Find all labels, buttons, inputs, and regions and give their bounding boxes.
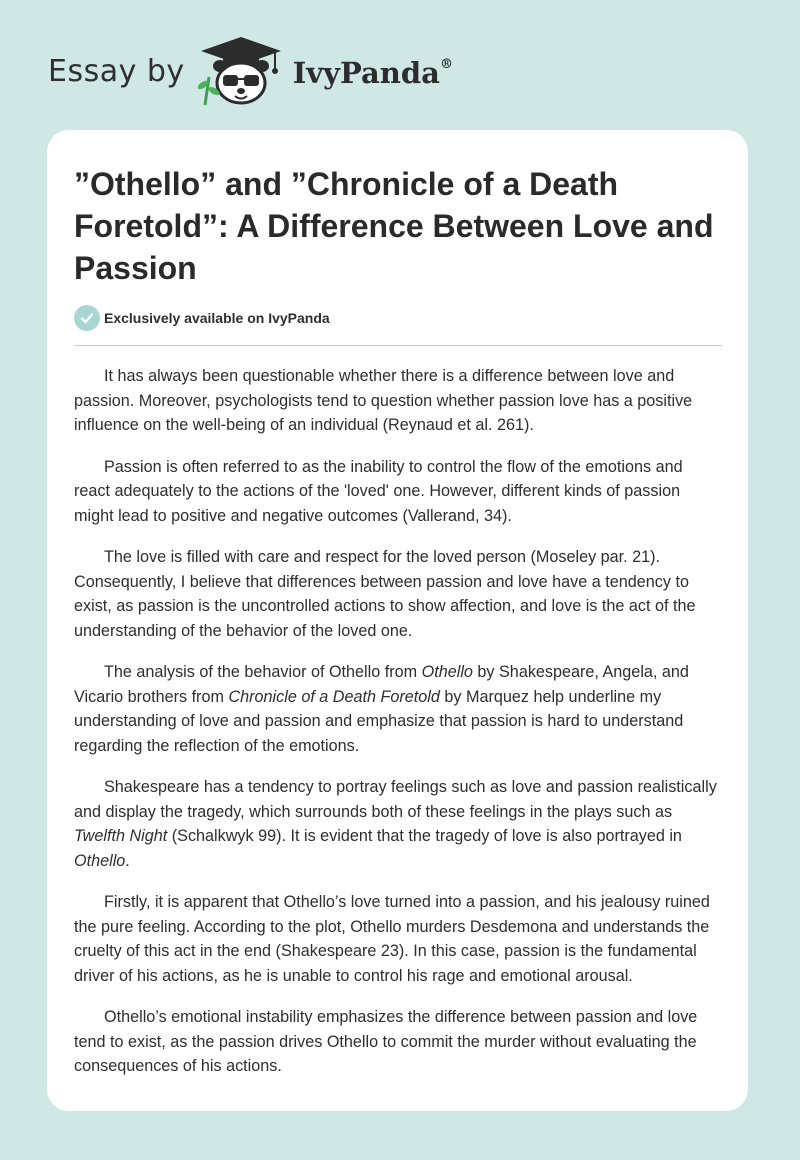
italic-title-text: Othello <box>74 851 126 870</box>
site-header <box>48 36 453 106</box>
exclusive-label: Exclusively available on IvyPanda <box>104 310 330 326</box>
italic-title-text: Othello <box>421 663 473 681</box>
essay-paragraph <box>74 455 722 529</box>
paragraph-text: (Schalkwyk 99). It is evident that the tragedy of love is also portrayed in <box>167 827 682 845</box>
essay-body <box>74 364 722 1096</box>
essay-paragraph <box>74 545 722 643</box>
panda-graduate-logo-icon[interactable] <box>195 35 287 107</box>
brand-label: IvyPanda <box>292 56 440 90</box>
paragraph-text: . <box>125 851 130 870</box>
paragraph-text: The analysis of the behavior of Othello from <box>104 663 422 681</box>
paragraph-text: The love is filled with care and respect for the loved person (Moseley par. 21). Consequently, I believe that differences between passion and love have a tendency to exist, as passion is the uncontrolled actions to show affection, and love is the act of the understanding of the behavior of the loved one. <box>74 548 696 640</box>
paragraph-text: Shakespeare has a tendency to portray feelings such as love and passion realistically and display the tragedy, which surrounds both of these feelings in the plays such as <box>74 778 717 821</box>
divider <box>74 345 722 346</box>
essay-paragraph <box>74 364 722 438</box>
paragraph-text: Firstly, it is apparent that Othello’s love turned into a passion, and his jealousy ruined the pure feeling. According to the plot, Othello murders Desdemona and understands the cruelty of this act in the end (Shakespeare 23). In this case, passion is the fundamental driver of his actions, as he is unable to control his rage and emotional arousal. <box>74 893 710 985</box>
essay-paragraph <box>74 775 722 873</box>
paragraph-text: It has always been questionable whether there is a difference between love and passion. Moreover, psychologists tend to question whether passion love has a positive influence on the well-being of an individual (Reynaud et al. 261). <box>74 367 693 434</box>
essay-paragraph <box>74 890 722 988</box>
paragraph-text: Othello’s emotional instability emphasizes the difference between passion and love tend to exist, as the passion drives Othello to commit the murder without evaluating the consequences of his actions. <box>74 1008 698 1075</box>
paragraph-text: Passion is often referred to as the inability to control the flow of the emotions and react adequately to the actions of the 'loved' one. However, different kinds of passion might lead to positive and negative outcomes (Vallerand, 34). <box>74 457 683 525</box>
check-circle-icon <box>74 305 100 331</box>
brand-name[interactable] <box>293 56 453 90</box>
essay-title: ”Othello” and ”Chronicle of a Death Foretold”: A Difference Between Love and Passion <box>74 166 714 286</box>
exclusive-badge <box>74 305 330 331</box>
italic-title-text: Chronicle of a Death Foretold <box>228 687 440 706</box>
essay-paragraph <box>74 660 722 758</box>
essay-by-label: Essay by <box>48 53 185 89</box>
essay-paragraph <box>74 1005 722 1079</box>
paragraph-text: by Shakespeare, Angela, and Vicario brothers from <box>74 663 689 706</box>
essay-card <box>47 130 748 1111</box>
registered-mark: ® <box>439 57 453 73</box>
italic-title-text: Twelfth Night <box>74 827 168 845</box>
paragraph-text: by Marquez help underline my understanding of love and passion and emphasize that passion is hard to understand regarding the reflection of the emotions. <box>74 687 684 755</box>
